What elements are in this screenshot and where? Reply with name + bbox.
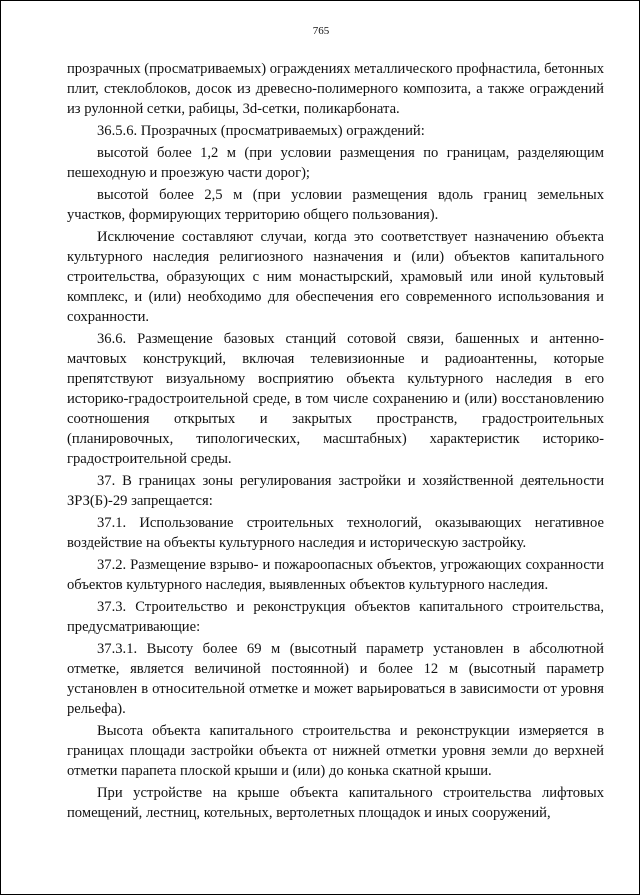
paragraph-37-2: 37.2. Размещение взрыво- и пожароопасных объектов, угрожающих сохранности объектов культурного наследия, выявленных объектов культурного наследия. [67,557,604,593]
paragraph-36-6: 36.6. Размещение базовых станций сотовой связи, башенных и антенно-мачтовых конструкций, включая телевизионные и радиоантенны, которые препятствуют визуальному восприятию объекта культурного наследия в его историко-градостроительной среде, в том числе сохранению и (или) восстановлению соотношения открытых и закрытых пространств, градостроительных (планировочных, типологических, масштабных) характеристик историко-градостроительной среды. [67,331,604,467]
paragraph-36-5-6: 36.5.6. Прозрачных (просматриваемых) ограждений: [97,123,425,139]
paragraph-height-measurement: Высота объекта капитального строительства и реконструкции измеряется в границах площади застройки объекта от нижней отметки уровня земли до верхней отметки парапета плоской крыши и (или) до конька скатной крыши. [67,723,604,779]
paragraph-37-3: 37.3. Строительство и реконструкция объектов капитального строительства, предусматривающие: [67,599,604,635]
paragraph-height-1-2: высотой более 1,2 м (при условии размещения по границам, разделяющим пешеходную и проезжую части дорог); [67,145,604,181]
paragraph-height-2-5: высотой более 2,5 м (при условии размещения вдоль границ земельных участков, формирующих территорию общего пользования). [67,187,604,223]
paragraph-37-1: 37.1. Использование строительных технологий, оказывающих негативное воздействие на объекты культурного наследия и историческую застройку. [67,515,604,551]
paragraph-continuation: прозрачных (просматриваемых) ограждениях металлического профнастила, бетонных плит, стеклоблоков, досок из древесно-полимерного композита, а также ограждений из рулонной сетки, рабицы, 3d-сетки, поликарбоната. [67,61,604,117]
paragraph-exception: Исключение составляют случаи, когда это соответствует назначению объекта культурного наследия религиозного назначения и (или) объектов капитального строительства, образующих с ним монастырский, храмовый или иной культовый комплекс, и (или) необходимо для обеспечения его современного использования и сохранности. [67,229,604,325]
page-body [67,59,604,825]
paragraph-37-3-1: 37.3.1. Высоту более 69 м (высотный параметр установлен в абсолютной отметке, является величиной постоянной) и более 12 м (высотный параметр установлен в относительной отметке и может варьироваться в зависимости от уровня рельефа). [67,641,604,717]
paragraph-roof-structures: При устройстве на крыше объекта капитального строительства лифтовых помещений, лестниц, котельных, вертолетных площадок и иных сооружений, [67,785,604,821]
page-number: 765 [312,25,330,37]
paragraph-37: 37. В границах зоны регулирования застройки и хозяйственной деятельности ЗРЗ(Б)-29 запрещается: [67,473,604,509]
